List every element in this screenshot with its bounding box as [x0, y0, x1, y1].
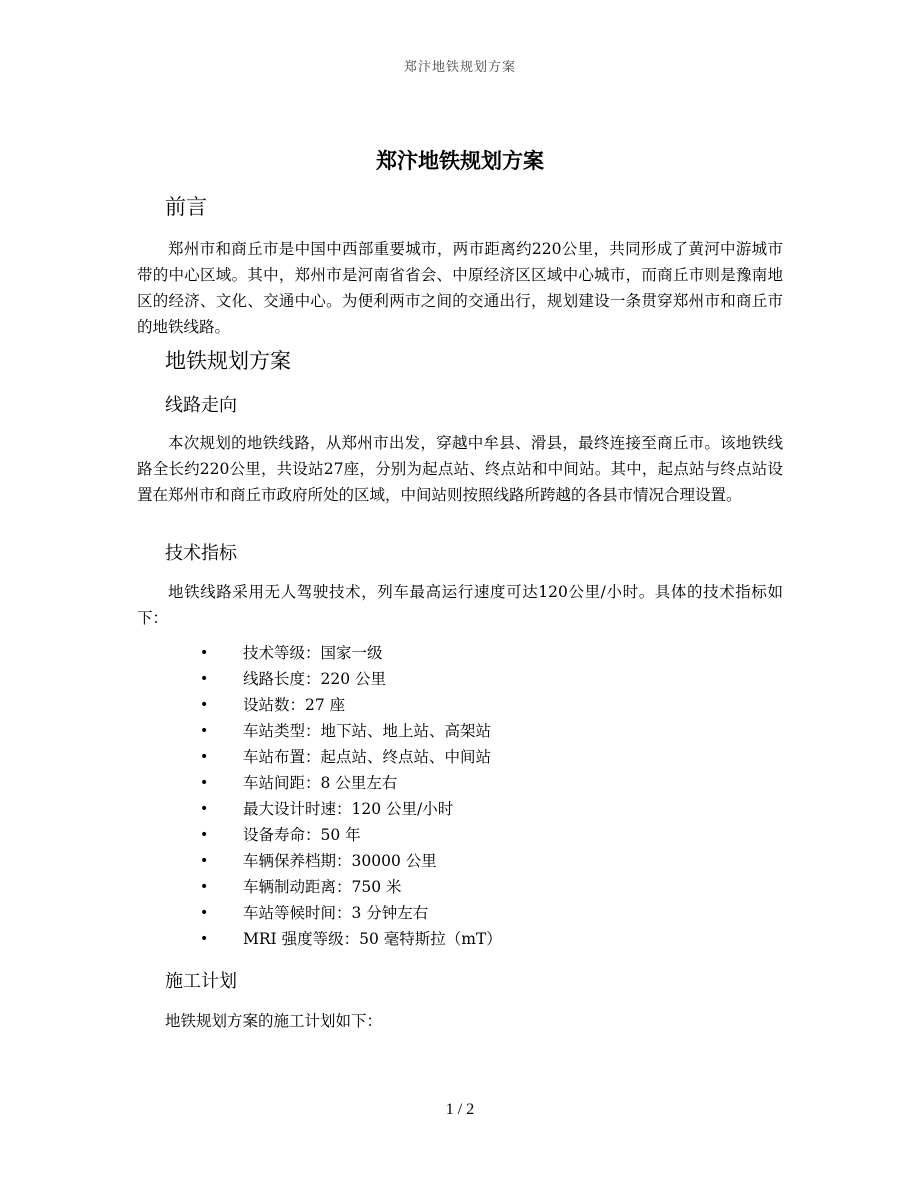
bullet-icon: • — [200, 931, 209, 947]
bullet-icon: • — [200, 645, 209, 661]
route-paragraph: 本次规划的地铁线路，从郑州市出发，穿越中牟县、滑县，最终连接至商丘市。该地铁线路全长约220公里，共设站27座，分别为起点站、终点站和中间站。其中，起点站与终点站设置在郑州市和商丘市政府所处的区域，中间站则按照线路所跨越的各县市情况合理设置。 — [137, 434, 783, 504]
bullet-icon: • — [200, 827, 209, 843]
list-item: • 最大设计时速：120 公里/小时 — [137, 796, 502, 822]
bullet-icon: • — [200, 905, 209, 921]
page-number: 1 / 2 — [445, 1101, 475, 1118]
list-item: • 车辆制动距离：750 米 — [137, 874, 502, 900]
bullet-icon: • — [200, 853, 209, 869]
bullet-icon: • — [200, 879, 209, 895]
section-heading-plan: 地铁规划方案 — [165, 349, 291, 373]
list-item: • 设备寿命：50 年 — [137, 822, 502, 848]
bullet-icon: • — [200, 697, 209, 713]
bullet-icon: • — [200, 775, 209, 791]
list-item: • 设站数：27 座 — [137, 692, 502, 718]
list-item: • 车辆保养档期：30000 公里 — [137, 848, 502, 874]
bullet-icon: • — [200, 801, 209, 817]
list-item: • MRI 强度等级：50 毫特斯拉（mT） — [137, 926, 502, 952]
document-title: 郑汴地铁规划方案 — [376, 149, 544, 173]
section-heading-construction: 施工计划 — [165, 971, 237, 992]
list-item: • 技术等级：国家一级 — [137, 640, 502, 666]
section-heading-preface: 前言 — [165, 195, 207, 219]
section-heading-specs: 技术指标 — [165, 543, 237, 564]
specs-list — [137, 640, 502, 952]
list-item: • 线路长度：220 公里 — [137, 666, 502, 692]
list-item: • 车站等候时间：3 分钟左右 — [137, 900, 502, 926]
bullet-icon: • — [200, 671, 209, 687]
specs-paragraph: 地铁线路采用无人驾驶技术，列车最高运行速度可达120公里/小时。具体的技术指标如下： — [137, 583, 783, 627]
section-heading-route: 线路走向 — [165, 395, 237, 416]
list-item: • 车站类型：地下站、地上站、高架站 — [137, 718, 502, 744]
bullet-icon: • — [200, 723, 209, 739]
construction-paragraph: 地铁规划方案的施工计划如下： — [165, 1012, 383, 1030]
list-item: • 车站间距：8 公里左右 — [137, 770, 502, 796]
list-item: • 车站布置：起点站、终点站、中间站 — [137, 744, 502, 770]
bullet-icon: • — [200, 749, 209, 765]
preface-paragraph: 郑州市和商丘市是中国中西部重要城市，两市距离约220公里，共同形成了黄河中游城市带的中心区域。其中，郑州市是河南省省会、中原经济区区域中心城市，而商丘市则是豫南地区的经济、文化、交通中心。为便利两市之间的交通出行，规划建设一条贯穿郑州市和商丘市的地铁线路。 — [137, 240, 783, 336]
running-header: 郑汴地铁规划方案 — [403, 60, 516, 75]
